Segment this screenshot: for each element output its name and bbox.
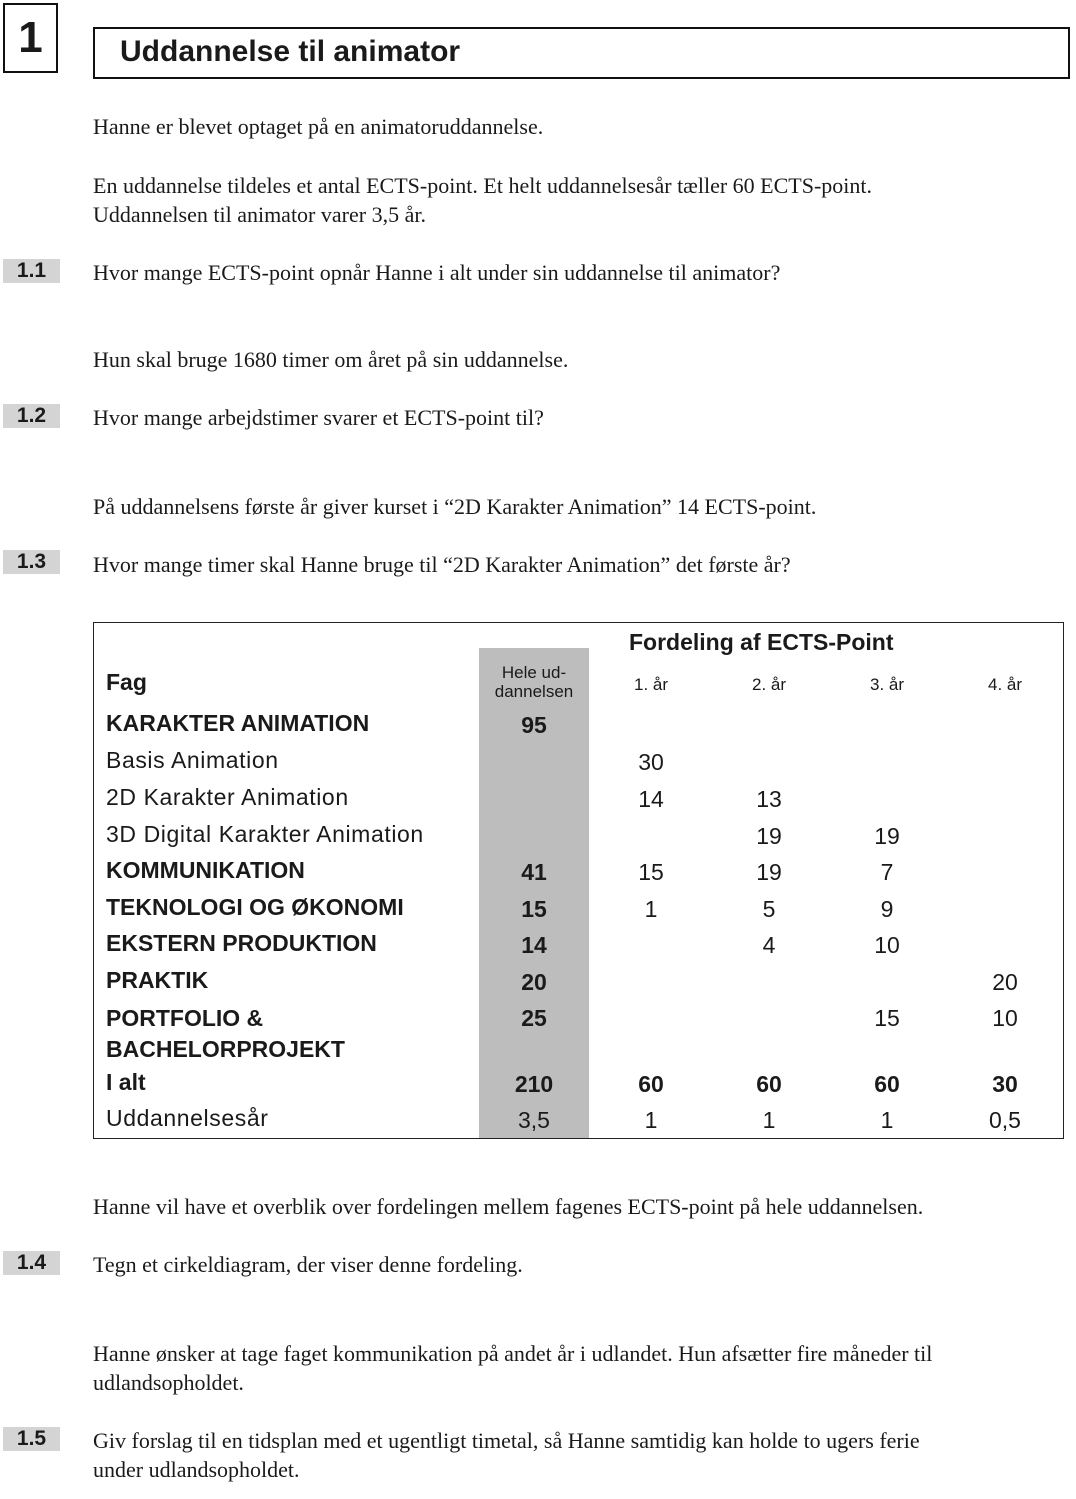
context-paragraph-5 xyxy=(93,1339,1053,1397)
question-number-1-2: 1.2 xyxy=(3,404,60,428)
table-row xyxy=(94,1105,1063,1141)
column-header-year-3: 3. år xyxy=(869,675,905,694)
question-1-3: Hvor mange timer skal Hanne bruge til “2D Karakter Animation” det første år? xyxy=(93,552,791,577)
intro-paragraph-2 xyxy=(93,171,1053,229)
row-year-2: 19 xyxy=(756,823,782,849)
row-year-2: 4 xyxy=(762,932,776,958)
question-number-1-5: 1.5 xyxy=(3,1427,60,1451)
row-fag: Uddannelsesår xyxy=(106,1105,269,1131)
row-year-1: 1 xyxy=(644,1107,658,1133)
question-1-4: Tegn et cirkeldiagram, der viser denne fordeling. xyxy=(93,1252,523,1277)
row-year-3: 60 xyxy=(874,1071,900,1097)
row-year-2: 1 xyxy=(762,1107,776,1133)
table-row xyxy=(94,857,1063,893)
column-header-fag: Fag xyxy=(106,669,147,695)
row-fag: TEKNOLOGI OG ØKONOMI xyxy=(106,894,404,920)
table-header: Fordeling af ECTS-Point xyxy=(629,629,894,655)
column-header-hele-line-1: Hele ud- xyxy=(501,663,567,682)
row-year-2: 60 xyxy=(756,1071,782,1097)
row-year-1: 30 xyxy=(638,749,664,775)
row-year-1: 14 xyxy=(638,786,664,812)
context-paragraph-2: Hun skal bruge 1680 timer om året på sin uddannelse. xyxy=(93,347,569,372)
row-year-2: 19 xyxy=(756,859,782,885)
context-paragraph-3: På uddannelsens første år giver kurset i “2D Karakter Animation” 14 ECTS-point. xyxy=(93,494,817,519)
row-year-4: 20 xyxy=(992,969,1018,995)
column-header-year-4: 4. år xyxy=(987,675,1023,694)
row-hele: 15 xyxy=(521,896,547,922)
task-number-box xyxy=(3,3,58,73)
question-1-5-line-2: under udlandsopholdet. xyxy=(93,1457,300,1482)
row-year-3: 19 xyxy=(874,823,900,849)
column-header-year-2: 2. år xyxy=(751,675,787,694)
row-hele: 95 xyxy=(521,712,547,738)
row-fag: KARAKTER ANIMATION xyxy=(106,710,370,736)
task-number: 1 xyxy=(18,13,43,62)
row-hele: 20 xyxy=(521,969,547,995)
table-row xyxy=(94,930,1063,966)
table-row xyxy=(94,894,1063,930)
row-hele: 3,5 xyxy=(518,1107,550,1133)
question-1-2: Hvor mange arbejdstimer svarer et ECTS-point til? xyxy=(93,405,544,430)
row-year-3: 7 xyxy=(880,859,894,885)
intro-paragraph-1: Hanne er blevet optaget på en animatoruddannelse. xyxy=(93,114,544,139)
row-fag: KOMMUNIKATION xyxy=(106,857,305,883)
table-row xyxy=(94,784,1063,820)
context-paragraph-4: Hanne vil have et overblik over fordelingen mellem fagenes ECTS-point på hele uddannelsen. xyxy=(93,1194,924,1219)
row-fag-line-2: BACHELORPROJEKT xyxy=(106,1036,345,1062)
row-year-4: 30 xyxy=(992,1071,1018,1097)
row-year-1: 15 xyxy=(638,859,664,885)
question-number-1-4: 1.4 xyxy=(3,1251,60,1275)
column-header-hele xyxy=(479,663,589,701)
question-1-5-line-1: Giv forslag til en tidsplan med et ugentligt timetal, så Hanne samtidig kan holde to ugers ferie xyxy=(93,1428,920,1453)
row-hele: 41 xyxy=(521,859,547,885)
row-year-1: 1 xyxy=(644,896,658,922)
row-year-3: 10 xyxy=(874,932,900,958)
row-fag-line-1: PORTFOLIO & xyxy=(106,1005,264,1031)
row-fag: I alt xyxy=(106,1069,146,1095)
row-fag: Basis Animation xyxy=(106,747,279,773)
row-year-3: 9 xyxy=(880,896,894,922)
context-paragraph-5-line-2: udlandsopholdet. xyxy=(93,1370,244,1395)
table-row xyxy=(94,747,1063,783)
intro-paragraph-2-line-1: En uddannelse tildeles et antal ECTS-point. Et helt uddannelsesår tæller 60 ECTS-point. xyxy=(93,173,873,198)
row-year-4: 10 xyxy=(992,1005,1018,1031)
row-year-3: 1 xyxy=(880,1107,894,1133)
table-row xyxy=(94,967,1063,1003)
row-fag: 3D Digital Karakter Animation xyxy=(106,821,424,847)
column-header-hele-line-2: dannelsen xyxy=(494,682,574,701)
question-1-5 xyxy=(93,1426,1053,1484)
row-fag xyxy=(106,1003,345,1065)
question-number-1-3: 1.3 xyxy=(3,550,60,574)
task-title: Uddannelse til animator xyxy=(93,27,1070,79)
row-year-2: 5 xyxy=(762,896,776,922)
intro-paragraph-2-line-2: Uddannelsen til animator varer 3,5 år. xyxy=(93,202,426,227)
row-year-4: 0,5 xyxy=(989,1107,1021,1133)
table-row xyxy=(94,1069,1063,1105)
question-number-1-1: 1.1 xyxy=(3,259,60,283)
question-1-1: Hvor mange ECTS-point opnår Hanne i alt under sin uddannelse til animator? xyxy=(93,260,781,285)
table-row xyxy=(94,710,1063,746)
row-fag: EKSTERN PRODUKTION xyxy=(106,930,377,956)
row-year-2: 13 xyxy=(756,786,782,812)
row-year-3: 15 xyxy=(874,1005,900,1031)
context-paragraph-5-line-1: Hanne ønsker at tage faget kommunikation på andet år i udlandet. Hun afsætter fire måneder til xyxy=(93,1341,933,1366)
table-row xyxy=(94,821,1063,857)
ects-table xyxy=(93,622,1064,1139)
row-hele: 14 xyxy=(521,932,547,958)
row-fag: 2D Karakter Animation xyxy=(106,784,349,810)
table-row xyxy=(94,1003,1063,1065)
row-hele: 210 xyxy=(514,1071,554,1097)
row-hele: 25 xyxy=(521,1005,547,1031)
column-header-year-1: 1. år xyxy=(633,675,669,694)
row-fag: PRAKTIK xyxy=(106,967,209,993)
row-year-1: 60 xyxy=(638,1071,664,1097)
